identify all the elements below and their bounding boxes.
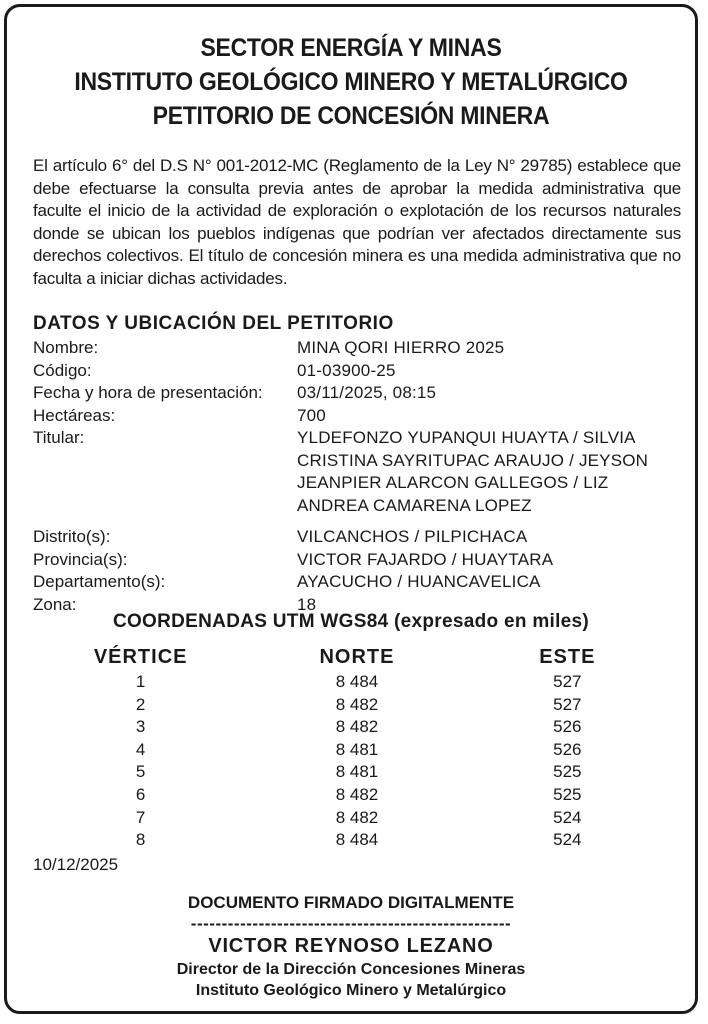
cell-norte: 8 481	[335, 739, 379, 759]
cell-vertice: 7	[135, 807, 146, 827]
coordinates-table	[31, 643, 671, 852]
field-titular	[33, 427, 673, 517]
field-label: Nombre:	[33, 338, 99, 357]
cell-vertice: 1	[135, 672, 146, 691]
signer-name: VICTOR REYNOSO LEZANO	[208, 935, 494, 957]
signature-block	[7, 891, 695, 1001]
table-row	[31, 716, 671, 739]
table-row	[31, 694, 671, 717]
intro-paragraph	[33, 155, 681, 290]
section-title: DATOS Y UBICACIÓN DEL PETITORIO	[33, 313, 394, 334]
cell-vertice: 3	[135, 717, 146, 737]
header-title: PETITORIO DE CONCESIÓN MINERA	[152, 102, 550, 130]
field-hectareas	[33, 405, 673, 428]
table-row	[31, 671, 671, 694]
petitorio-fields	[33, 337, 673, 616]
field-value: 03/11/2025, 08:15	[297, 383, 437, 402]
coordinates-header-row	[31, 643, 671, 671]
field-value: AYACUCHO / HUANCAVELICA	[297, 572, 541, 591]
column-header-norte: NORTE	[319, 646, 395, 668]
cell-norte: 8 482	[335, 717, 379, 737]
field-value: VILCANCHOS / PILPICHACA	[297, 527, 528, 546]
cell-vertice: 8	[135, 830, 146, 850]
field-fecha	[33, 382, 673, 405]
field-label: Zona:	[33, 594, 77, 614]
cell-vertice: 6	[135, 784, 146, 804]
field-label: Fecha y hora de presentación:	[33, 383, 263, 402]
cell-este: 527	[553, 672, 582, 691]
column-header-vertice: VÉRTICE	[93, 646, 188, 668]
titular-line: YLDEFONZO YUPANQUI HUAYTA / SILVIA	[297, 428, 636, 447]
notice-frame	[4, 4, 698, 1014]
field-value: 01-03900-25	[297, 360, 396, 380]
field-codigo	[33, 360, 673, 383]
intro-text: El artículo 6° del D.S N° 001-2012-MC (Reglamento de la Ley N° 29785) establece que debe efectuarse la consulta previa antes de aprobar la medida administrativa que faculte el inicio de la actividad de exploración o explotación de los recursos naturales donde se ubican los pueblos indígenas que podrían ver afectados directamente sus derechos colectivos. El título de concesión minera es una medida administrativa que no faculta a iniciar dichas actividades.	[33, 156, 681, 288]
signed-digitally-label: DOCUMENTO FIRMADO DIGITALMENTE	[187, 893, 515, 912]
cell-este: 526	[553, 717, 582, 737]
field-provincia	[33, 549, 673, 572]
coordinates-title: COORDENADAS UTM WGS84 (expresado en miles)	[112, 611, 590, 632]
field-value: 18	[297, 594, 317, 614]
titular-line: JEANPIER ALARCON GALLEGOS / LIZ	[297, 473, 609, 492]
cell-este: 527	[553, 694, 582, 714]
cell-norte: 8 481	[335, 762, 379, 782]
cell-este: 524	[553, 830, 582, 850]
header-institute: INSTITUTO GEOLÓGICO MINERO Y METALÚRGICO	[74, 68, 628, 96]
signer-role: Director de la Dirección Concesiones Mineras	[176, 961, 526, 978]
table-row	[31, 739, 671, 762]
cell-este: 525	[553, 784, 582, 804]
table-row	[31, 807, 671, 830]
header	[35, 31, 668, 133]
field-label: Hectáreas:	[33, 405, 116, 425]
cell-norte: 8 484	[335, 830, 379, 850]
field-nombre	[33, 337, 673, 360]
field-distrito	[33, 526, 673, 549]
signer-institution: Instituto Geológico Minero y Metalúrgico	[195, 982, 507, 999]
table-row	[31, 784, 671, 807]
signature-line: ----------------------------------------------------	[190, 914, 512, 933]
publication-date: 10/12/2025	[33, 855, 119, 874]
cell-norte: 8 484	[335, 672, 379, 691]
field-label: Distrito(s):	[33, 527, 111, 546]
field-label: Titular:	[33, 428, 85, 447]
titular-line: ANDREA CAMARENA LOPEZ	[297, 495, 532, 515]
cell-vertice: 5	[135, 762, 146, 782]
field-value: VICTOR FAJARDO / HUAYTARA	[297, 549, 554, 569]
field-value	[297, 427, 673, 517]
cell-vertice: 2	[135, 694, 146, 714]
field-label: Departamento(s):	[33, 572, 166, 591]
column-header-este: ESTE	[539, 646, 596, 668]
field-label: Código:	[33, 360, 92, 380]
titular-line: CRISTINA SAYRITUPAC ARAUJO / JEYSON	[297, 450, 649, 470]
cell-norte: 8 482	[335, 694, 379, 714]
cell-vertice: 4	[135, 739, 146, 759]
cell-este: 524	[553, 807, 582, 827]
field-value: 700	[297, 405, 326, 425]
cell-este: 525	[553, 762, 582, 782]
cell-norte: 8 482	[335, 807, 379, 827]
table-row	[31, 829, 671, 852]
table-row	[31, 761, 671, 784]
header-sector: SECTOR ENERGÍA Y MINAS	[200, 34, 502, 62]
field-label: Provincia(s):	[33, 549, 128, 569]
field-departamento	[33, 571, 673, 594]
field-value: MINA QORI HIERRO 2025	[297, 338, 505, 357]
cell-norte: 8 482	[335, 784, 379, 804]
cell-este: 526	[553, 739, 582, 759]
